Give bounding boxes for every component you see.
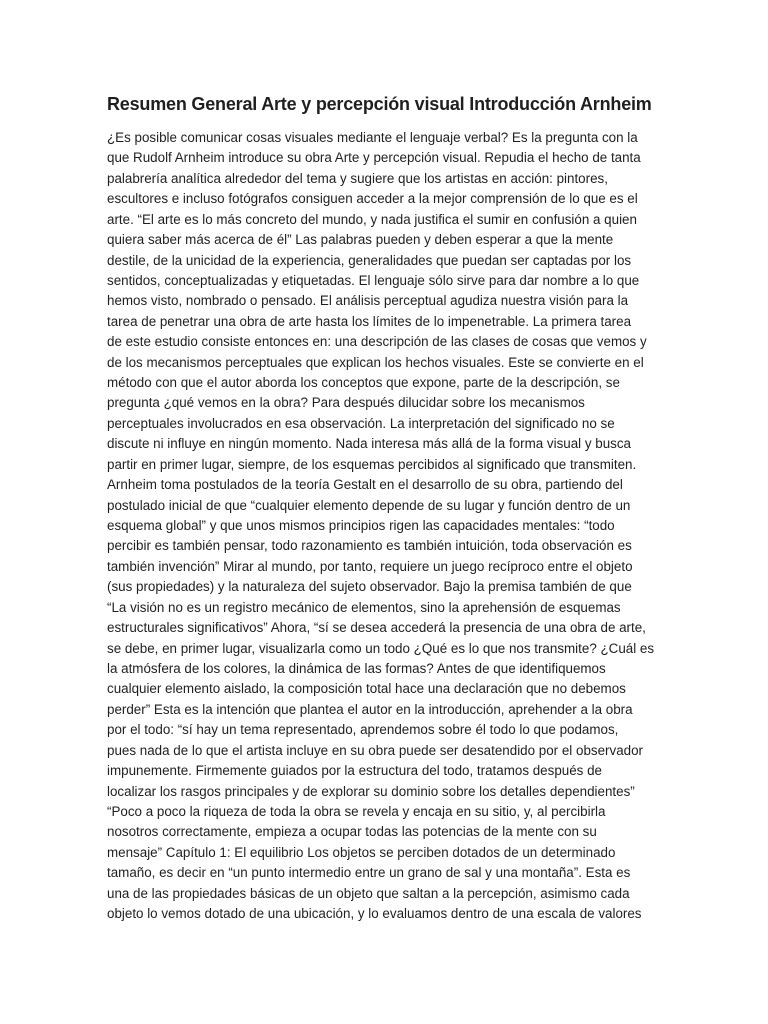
body-text-line: tarea de penetrar una obra de arte hasta los límites de lo impenetrable. La primera tarea — [107, 313, 632, 329]
body-text-line: sentidos, conceptualizadas y etiquetadas. El lenguaje sólo sirve para dar nombre a lo que — [107, 272, 640, 288]
body-text-line: localizar los rasgos principales y de explorar su dominio sobre los detalles dependientes” — [107, 783, 635, 799]
body-text-line: partir en primer lugar, siempre, de los esquemas percibidos al significado que transmiten. — [107, 456, 637, 472]
body-text-line: objeto lo vemos dotado de una ubicación, y lo evaluamos dentro de una escala de valores — [107, 906, 642, 922]
document-body — [107, 128, 667, 924]
body-text-line: perceptuales involucrados en esa observación. La interpretación del significado no se — [107, 415, 615, 431]
body-text-line: una de las propiedades básicas de un objeto que saltan a la percepción, asimismo cada — [107, 885, 630, 901]
body-text-line: cualquier elemento aislado, la composición total hace una declaración que no debemos — [107, 681, 626, 697]
body-text-line: (sus propiedades) y la naturaleza del sujeto observador. Bajo la premisa también de que — [107, 579, 632, 595]
body-text-line: por el todo: “sí hay un tema representado, aprendemos sobre él todo lo que podamos, — [107, 722, 619, 738]
body-text-line: impunemente. Firmemente guiados por la estructura del todo, tratamos después de — [107, 763, 602, 779]
body-text-line: quiera saber más acerca de él” Las palabras pueden y deben esperar a que la mente — [107, 232, 614, 248]
body-text-line: de los mecanismos perceptuales que explican los hechos visuales. Este se convierte en el — [107, 354, 644, 370]
body-text-line: discute ni influye en ningún momento. Nada interesa más allá de la forma visual y busca — [107, 436, 632, 452]
body-text-line: también invención” Mirar al mundo, por tanto, requiere un juego recíproco entre el objeto — [107, 558, 633, 574]
body-text-line: ¿Es posible comunicar cosas visuales mediante el lenguaje verbal? Es la pregunta con la — [107, 130, 638, 145]
body-text-line: método con que el autor aborda los conceptos que expone, parte de la descripción, se — [107, 375, 620, 391]
body-text-line: arte. “El arte es lo más concreto del mundo, y nada justifica el sumir en confusión a quien — [107, 211, 637, 227]
body-text-line: la atmósfera de los colores, la dinámica de las formas? Antes de que identifiquemos — [107, 660, 606, 676]
body-text-line: se debe, en primer lugar, visualizarla como un todo ¿Qué es lo que nos transmite? ¿Cuál es — [107, 640, 655, 656]
body-text-line: postulado inicial de que “cualquier elemento depende de su lugar y función dentro de un — [107, 497, 631, 513]
body-text-line: esquema global” y que unos mismos principios rigen las capacidades mentales: “todo — [107, 518, 615, 534]
body-text-line: pregunta ¿qué vemos en la obra? Para después dilucidar sobre los mecanismos — [107, 395, 585, 411]
body-text-line: palabrería analítica alrededor del tema y sugiere que los artistas en acción: pintores, — [107, 170, 608, 186]
body-text-line: escultores e incluso fotógrafos consiguen acceder a la mejor comprensión de lo que es el — [107, 191, 638, 207]
body-text-line: “Poco a poco la riqueza de toda la obra se revela y encaja en su sitio, y, al percibirla — [107, 803, 606, 819]
body-text-line: mensaje” Capítulo 1: El equilibrio Los objetos se perciben dotados de un determinado — [107, 844, 616, 860]
body-text-line: destile, de la unicidad de la experiencia, generalidades que puedan ser captadas por los — [107, 252, 632, 268]
body-text-line: “La visión no es un registro mecánico de elementos, sino la aprehensión de esquemas — [107, 599, 621, 615]
document-title: Resumen General Arte y percepción visual Introducción Arnheim — [107, 94, 652, 114]
body-text-line: que Rudolf Arnheim introduce su obra Arte y percepción visual. Repudia el hecho de tanta — [107, 150, 641, 166]
body-text-line: Arnheim toma postulados de la teoría Gestalt en el desarrollo de su obra, partiendo del — [107, 477, 623, 493]
body-text-line: hemos visto, nombrado o pensado. El análisis perceptual agudiza nuestra visión para la — [107, 293, 629, 309]
body-text-line: pues nada de lo que el artista incluye en su obra puede ser desatendido por el observador — [107, 742, 643, 758]
body-text-line: estructurales significativos” Ahora, “sí se desea accederá la presencia de una obra de arte, — [107, 620, 646, 636]
body-text-line: nosotros correctamente, empieza a ocupar todas las potencias de la mente con su — [107, 824, 597, 840]
body-text-line: perder” Esta es la intención que plantea el autor en la introducción, aprehender a la obra — [107, 701, 633, 717]
body-text-line: percibir es también pensar, todo razonamiento es también intuición, toda observación es — [107, 538, 632, 554]
body-text-line: de este estudio consiste entonces en: una descripción de las clases de cosas que vemos y — [107, 334, 647, 350]
body-text-line: tamaño, es decir en “un punto intermedio entre un grano de sal y una montaña”. Esta es — [107, 865, 631, 881]
